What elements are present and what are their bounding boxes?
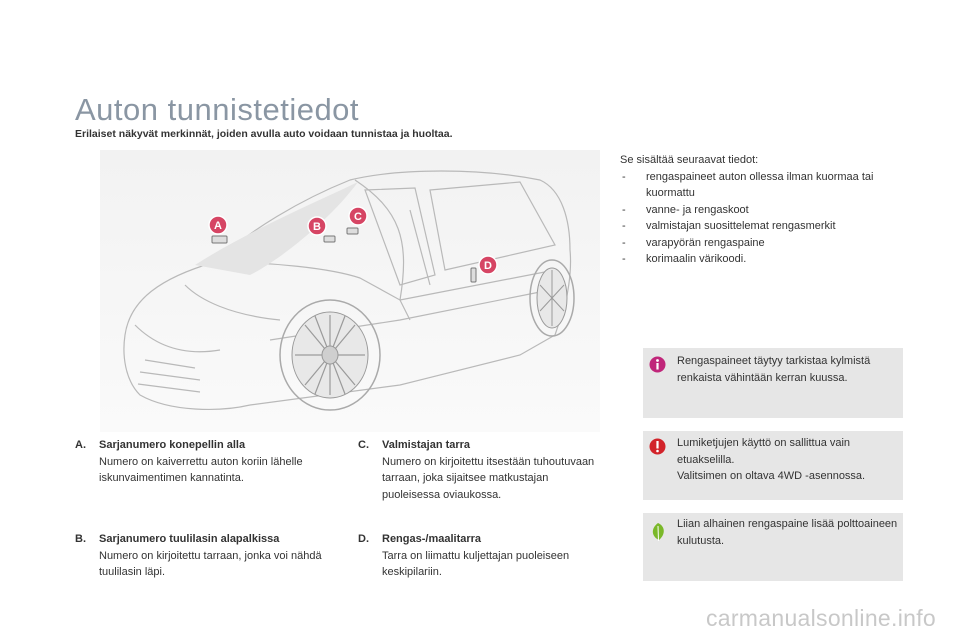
marker-c-label: C: [354, 211, 362, 223]
item-c-body: Numero on kirjoitettu itsestään tuhoutuvaan tarraan, joka sijaitsee matkustajan puoleisessa oviaukossa.: [382, 455, 595, 501]
item-b: [75, 531, 340, 581]
item-a: [75, 437, 340, 487]
info-icon: [649, 356, 666, 373]
warning-note: [643, 431, 903, 500]
list-item: - vanne- ja rengaskoot: [620, 202, 900, 219]
eco-note-text: Liian alhainen rengaspaine lisää polttoaineen kulutusta.: [677, 518, 898, 547]
leaf-icon: [649, 522, 667, 542]
page-title: Auton tunnistetiedot: [75, 92, 360, 127]
page-subtitle: Erilaiset näkyvät merkinnät, joiden avulla auto voidaan tunnistaa ja huoltaa.: [75, 128, 453, 140]
info-note-text: Rengaspaineet täytyy tarkistaa kylmistä renkaista vähintään kerran kuussa.: [677, 355, 871, 384]
item-d-title: Rengas-/maalitarra: [382, 533, 482, 545]
item-b-body: Numero on kirjoitettu tarraan, jonka voi nähdä tuulilasin läpi.: [99, 549, 322, 578]
intro-lead: Se sisältää seuraavat tiedot:: [620, 154, 759, 166]
item-b-letter: B.: [75, 533, 86, 545]
list-item: - rengaspaineet auton ollessa ilman kuormaa tai kuormattu: [620, 169, 900, 202]
item-c: [358, 437, 598, 503]
marker-d-label: D: [484, 260, 492, 272]
item-c-letter: C.: [358, 439, 369, 451]
item-d-letter: D.: [358, 533, 369, 545]
item-c-title: Valmistajan tarra: [382, 439, 471, 451]
item-a-title: Sarjanumero konepellin alla: [99, 439, 246, 451]
item-a-body: Numero on kaiverrettu auton koriin lähelle iskunvaimentimen kannatinta.: [99, 455, 303, 484]
marker-b-label: B: [313, 221, 321, 233]
warning-note-line-1: Lumiketjujen käyttö on sallittua vain etuakselilla.: [677, 437, 851, 466]
eco-note: [643, 513, 903, 581]
car-drawing: [100, 150, 600, 432]
item-b-title: Sarjanumero tuulilasin alapalkissa: [99, 533, 280, 545]
marker-a-label: A: [214, 220, 222, 232]
item-a-letter: A.: [75, 439, 86, 451]
info-note: [643, 348, 903, 418]
exclamation-icon: [649, 438, 666, 455]
tire-label-info: [620, 152, 900, 268]
watermark: carmanualsonline.info: [705, 605, 936, 631]
warning-note-line-2: Valitsimen on oltava 4WD -asennossa.: [677, 470, 866, 482]
warning-note-text: [677, 435, 899, 485]
list-item: - korimaalin värikoodi.: [620, 251, 900, 268]
intro-list: [620, 169, 900, 268]
list-item: - valmistajan suosittelemat rengasmerkit: [620, 218, 900, 235]
rear-wheel: [530, 260, 574, 336]
list-item: - varapyörän rengaspaine: [620, 235, 900, 252]
marker-a: [209, 216, 227, 243]
item-d-body: Tarra on liimattu kuljettajan puoleiseen keskipilariin.: [382, 549, 570, 578]
item-d: [358, 531, 598, 581]
front-wheel: [280, 300, 380, 410]
car-illustration: [100, 150, 600, 432]
